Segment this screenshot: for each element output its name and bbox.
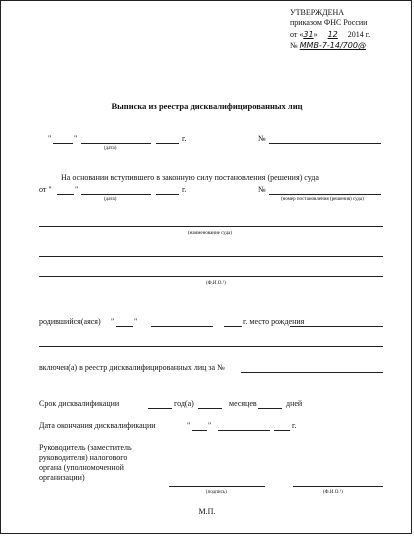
- date-caption: (дата): [104, 146, 117, 151]
- birthplace-line: [290, 326, 383, 327]
- document-title: Выписка из реестра дисквалифицированных лиц: [111, 101, 303, 111]
- approval-date-year: 2014 г.: [347, 30, 371, 39]
- court-month-line: [81, 194, 151, 195]
- date-quote-close: ": [74, 134, 78, 143]
- head-fio-caption: (Ф.И.О.¹): [323, 490, 343, 495]
- end-date-month-line: [218, 430, 270, 431]
- approval-number: [290, 41, 366, 51]
- approval-date-prefix: от «: [290, 30, 304, 39]
- term-months-line: [198, 408, 222, 409]
- court-year-suffix: г.: [182, 185, 187, 194]
- approval-number-value: ММВ-7-14/700@: [299, 41, 366, 50]
- fio-caption: (Ф.И.О.¹): [206, 281, 226, 286]
- end-date-label: Дата окончания дисквалификации: [39, 421, 156, 430]
- born-day-line: [116, 326, 133, 327]
- approval-date-month: 12: [327, 30, 338, 39]
- born-quote-open: ": [111, 317, 115, 326]
- head-line-2: руководителя) налогового: [39, 453, 128, 462]
- approval-order: приказом ФНС России: [290, 18, 368, 27]
- court-date-from: от ": [39, 185, 52, 194]
- court-basis-text: На основании вступившего в законную силу постановления (решения) суда: [61, 173, 319, 182]
- approval-heading: УТВЕРЖДЕНА: [290, 8, 345, 17]
- head-line-3: органа (уполномоченной: [39, 463, 124, 472]
- end-date-quote-open: ": [187, 421, 191, 430]
- birthplace-line-2: [39, 346, 383, 347]
- born-year-suffix-text: г. место рождения: [243, 317, 305, 326]
- court-year-line: [156, 194, 179, 195]
- head-fio-line: [293, 486, 383, 487]
- number-sign: №: [258, 134, 266, 143]
- end-date-day-line: [192, 430, 207, 431]
- term-years: год(а): [174, 399, 194, 408]
- approval-number-sign: №: [290, 41, 298, 50]
- court-quote-close: ": [75, 185, 79, 194]
- approval-date-mid: »: [313, 30, 320, 39]
- signature-line: [169, 486, 265, 487]
- born-label: родившийся(аяся): [39, 317, 101, 326]
- blank-line-1: [39, 256, 383, 257]
- court-name-caption: (наименование суда): [188, 231, 232, 236]
- included-label: включен(а) в реестр дисквалифицированных лиц за №: [39, 363, 225, 372]
- approval-date: [290, 30, 370, 40]
- term-months: месяцев: [229, 399, 257, 408]
- court-name-line-1: [39, 226, 383, 227]
- born-month-line: [151, 326, 213, 327]
- term-days: дней: [286, 399, 303, 408]
- term-label: Срок дисквалификации: [39, 399, 120, 408]
- court-day-line: [57, 194, 74, 195]
- stamp-place: М.П.: [198, 507, 216, 516]
- end-date-quote-close: ": [208, 421, 212, 430]
- date-year-suffix: г.: [182, 134, 187, 143]
- head-line-4: организации): [39, 473, 85, 482]
- end-date-year-suffix: г.: [292, 421, 297, 430]
- head-line-1: Руководитель (заместитель: [39, 443, 132, 452]
- date-year-line: [156, 143, 179, 144]
- court-number-caption: (номер постановления (решения) суда): [281, 197, 364, 202]
- signature-caption: (подпись): [206, 490, 227, 495]
- date-month-line: [81, 143, 151, 144]
- term-years-line: [148, 408, 172, 409]
- court-number-line: [269, 194, 381, 195]
- included-number-line: [241, 372, 383, 373]
- court-date-caption: (дата): [104, 197, 117, 202]
- end-date-year-line: [274, 430, 290, 431]
- born-quote-close: ": [134, 317, 138, 326]
- fio-line: [39, 276, 383, 277]
- court-number-sign: №: [258, 185, 266, 194]
- term-days-line: [258, 408, 282, 409]
- date-day-line: [53, 143, 73, 144]
- approval-date-day: 31: [303, 30, 314, 39]
- date-quote-open: ": [48, 134, 52, 143]
- number-line: [269, 143, 381, 144]
